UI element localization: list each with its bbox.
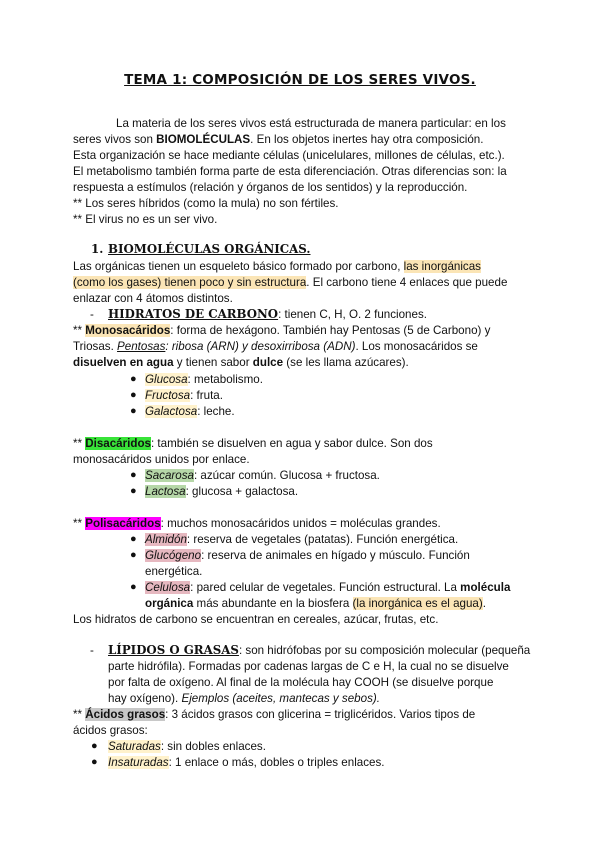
intro-line-5: respuesta a estímulos (relación y órganos de los sentidos) y la reproducción. <box>73 181 468 194</box>
bullet-dot: ● <box>91 740 98 752</box>
list-item-glucogeno-cont: energética. <box>145 565 203 578</box>
list-item-celulosa: Celulosa: pared celular de vegetales. Función estructural. La molécula <box>145 581 511 594</box>
hidratos-closing: Los hidratos de carbono se encuentran en cereales, azúcar, frutas, etc. <box>73 613 439 626</box>
dash-bullet: - <box>90 308 94 321</box>
lipidos-line-2: parte hidrófila). Formadas por cadenas largas de C e H, la cual no se disuelve <box>108 660 509 673</box>
list-item-lactosa: Lactosa: glucosa + galactosa. <box>145 485 299 498</box>
bullet-dot: ● <box>130 581 137 593</box>
bullet-dot: ● <box>130 549 137 561</box>
monosacaridos-line-3: disuelven en agua y tienen sabor dulce (se les llama azúcares). <box>73 356 409 369</box>
page-title: TEMA 1: COMPOSICIÓN DE LOS SERES VIVOS. <box>124 72 476 88</box>
bullet-dot: ● <box>130 485 137 497</box>
section1-line-3: enlazar con 4 átomos distintos. <box>73 292 233 305</box>
acidos-grasos-line-2: ácidos grasos: <box>73 724 148 737</box>
list-item-glucogeno: Glucógeno: reserva de animales en hígado y músculo. Función <box>145 549 470 562</box>
dash-bullet: - <box>90 644 94 657</box>
note-virus: ** El virus no es un ser vivo. <box>73 213 218 226</box>
intro-line-2: seres vivos son BIOMOLÉCULAS. En los objetos inertes hay otra composición. <box>73 133 484 146</box>
bullet-dot: ● <box>91 756 98 768</box>
list-item-glucosa: Glucosa: metabolismo. <box>145 373 263 386</box>
bullet-dot: ● <box>130 373 137 385</box>
lipidos-line-4: hay oxígeno). Ejemplos (aceites, mantecas y sebos). <box>108 692 380 705</box>
note-hybrids: ** Los seres híbridos (como la mula) no son fértiles. <box>73 197 339 210</box>
bullet-dot: ● <box>130 405 137 417</box>
section1-line-1: Las orgánicas tienen un esqueleto básico formado por carbono, las inorgánicas <box>73 260 481 273</box>
lipidos-line-1: LÍPIDOS O GRASAS: son hidrófobas por su composición molecular (pequeña <box>108 643 531 657</box>
bullet-dot: ● <box>130 533 137 545</box>
acidos-grasos-line-1: ** Ácidos grasos: 3 ácidos grasos con glicerina = triglicéridos. Varios tipos de <box>73 708 476 721</box>
list-item-sacarosa: Sacarosa: azúcar común. Glucosa + fructosa. <box>145 469 380 482</box>
monosacaridos-line-1: ** Monosacáridos: forma de hexágono. También hay Pentosas (5 de Carbono) y <box>73 324 491 337</box>
lipidos-line-3: por falta de oxígeno. Al final de la molécula hay COOH (se disuelve porque <box>108 676 494 689</box>
polisacaridos-line-1: ** Polisacáridos: muchos monosacáridos unidos = moléculas grandes. <box>73 517 441 530</box>
disacaridos-line-2: monosacáridos unidos por enlace. <box>73 453 250 466</box>
bullet-dot: ● <box>130 389 137 401</box>
section-heading: BIOMOLÉCULAS ORGÁNICAS. <box>108 242 311 256</box>
list-item-galactosa: Galactosa: leche. <box>145 405 235 418</box>
list-item-saturadas: Saturadas: sin dobles enlaces. <box>108 740 266 753</box>
list-item-almidon: Almidón: reserva de vegetales (patatas). Función energética. <box>145 533 459 546</box>
monosacaridos-line-2: Triosas. Pentosas: ribosa (ARN) y desoxirribosa (ADN). Los monosacáridos se <box>73 340 478 353</box>
intro-line-1: La materia de los seres vivos está estructurada de manera particular: en los <box>116 117 506 130</box>
intro-line-3: Esta organización se hace mediante células (unicelulares, millones de células, etc.). <box>73 149 505 162</box>
bullet-dot: ● <box>130 469 137 481</box>
intro-line-4: El metabolismo también forma parte de esta diferenciación. Otras diferencias son: la <box>73 165 507 178</box>
section-number: 1. <box>91 242 104 256</box>
section1-line-2: (como los gases) tienen poco y sin estructura. El carbono tiene 4 enlaces que puede <box>73 276 508 289</box>
hidratos-heading: HIDRATOS DE CARBONO: tienen C, H, O. 2 funciones. <box>108 307 427 321</box>
list-item-insaturadas: Insaturadas: 1 enlace o más, dobles o triples enlaces. <box>108 756 385 769</box>
disacaridos-line-1: ** Disacáridos: también se disuelven en agua y sabor dulce. Son dos <box>73 437 433 450</box>
list-item-fructosa: Fructosa: fruta. <box>145 389 223 402</box>
list-item-celulosa-cont: orgánica más abundante en la biosfera (la inorgánica es el agua). <box>145 597 486 610</box>
